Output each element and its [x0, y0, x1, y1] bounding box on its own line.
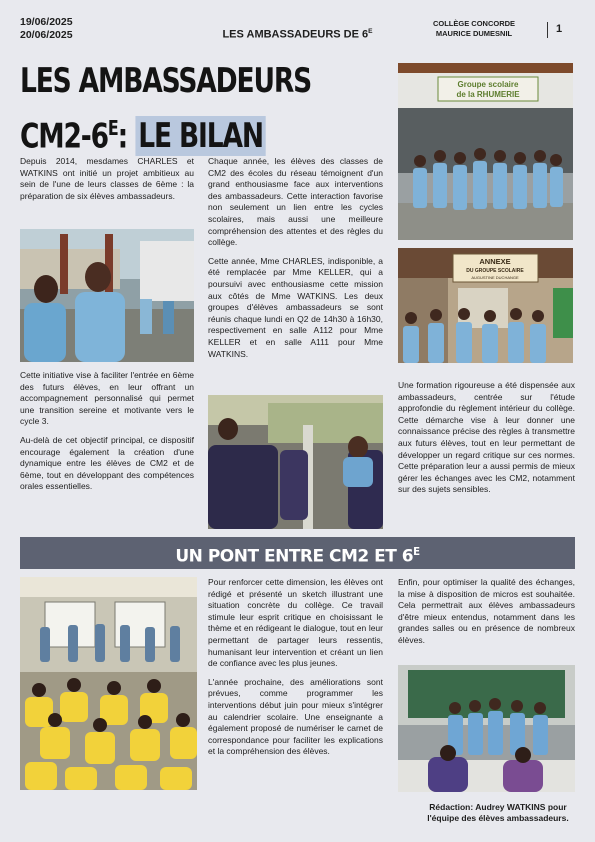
- paragraph-improvements: L'année prochaine, des améliorations sont prévues, comme programmer les interventions début juin pour mieux s'intégrer au calendrier scolaire. Une enseignante a également proposé de numériser le carnet de correspondance pour faciliter les explications et la compréhension des élèves.: [208, 676, 383, 757]
- sign-annexe-line2: DU GROUPE SCOLAIRE: [466, 268, 524, 274]
- section-title: UN PONT ENTRE CM2 ET 6: [175, 546, 414, 567]
- photo-classroom-blackboard: [398, 665, 575, 792]
- page-title-line1: LES AMBASSADEURS: [20, 61, 312, 101]
- photo-bus-interior: [208, 395, 383, 529]
- paragraph-annual: Chaque année, les élèves des classes de CM2 des écoles du réseau témoignent d'un grand enthousiasme face aux interventions des ambassadeurs. Cette interaction favorise non seulement un lien entre les cycles scolaires, mais aussi une meilleure compréhension des attentes et des règles du collège.: [208, 156, 383, 248]
- header-divider: [547, 22, 548, 38]
- photo-group-rhumerie: [398, 63, 573, 240]
- paragraph-microphones: Enfin, pour optimiser la qualité des échanges, la mise à disposition de micros est souhaitée. Cela permettrait aux élèves ambassadeurs d'être mieux entendus, notamment dans les grandes salles ou en présence de nombreux élèves.: [398, 577, 575, 645]
- date-start: 19/06/2025: [20, 16, 73, 28]
- paragraph-replacement: Cette année, Mme CHARLES, indisponible, a été remplacée par Mme KELLER, qui a poursuivi avec enthousiasme cette mission aux côtés de Mme WATKINS. Les deux groupes d'élèves ambassadeurs se sont réunis chaque lundi en Q2 de 14h30 à 16h30, respectivement en salle A112 pour Mme KELLER et en salle A111 pour Mme WATKINS.: [208, 255, 383, 359]
- page-title-sup: E: [107, 116, 118, 140]
- paragraph-initiative: Cette initiative vise à faciliter l'entrée en 6ème des futurs élèves, en leur offrant un accompagnement personnalisé qui permet une transition sereine et motivante vers le cycle 3.: [20, 370, 194, 427]
- photo-students-outdoors: [20, 229, 194, 362]
- sign-rhumerie-line2: de la RHUMERIE: [456, 90, 520, 99]
- column1-intro: [20, 156, 194, 209]
- photo-classroom-sketch: [20, 577, 197, 790]
- author-credit-line2: l'équipe des élèves ambassadeurs.: [427, 813, 569, 823]
- paragraph-intro: Depuis 2014, mesdames CHARLES et WATKINS ont initié un projet ambitieux au sein de l'une de leurs classes de 6ème : la préparation de six élèves ambassadeurs.: [20, 156, 194, 201]
- date-end: 20/06/2025: [20, 29, 73, 41]
- running-title-sup: E: [368, 28, 373, 35]
- paragraph-sketch: Pour renforcer cette dimension, les élèves ont rédigé et présenté un sketch illustrant une situation concrète du collège. Ce travail stimule leur esprit critique en choisissant le thème et en rédigeant le dialogue, tout en leur permettant de partager leurs ressentis, humanisant leur intervention et créant un lien de confiance avec les plus jeunes.: [208, 577, 383, 669]
- column3-body: [398, 380, 575, 503]
- sign-annexe-line3: AUGUSTINE DUCHANGE: [471, 275, 519, 280]
- page-title-highlight: LE BILAN: [135, 116, 266, 156]
- page-number: 1: [556, 23, 563, 35]
- paragraph-training: Une formation rigoureuse a été dispensée aux ambassadeurs, centrée sur l'étude approfondie du règlement intérieur du collège. Cette démarche vise à leur donner une connaissance précise des règles à transmettre aux futurs élèves, tout en leur permettant de développer un regard critique sur ces normes. Cette préparation leur a aussi permis de mieux gérer les échanges avec les CM2, notamment sur des sujets sensibles.: [398, 380, 575, 495]
- school-name: [414, 19, 534, 39]
- sign-annexe-line1: ANNEXE: [479, 257, 511, 266]
- sign-rhumerie-line1: Groupe scolaire: [457, 80, 519, 89]
- column1-body: [20, 370, 194, 500]
- section-title-band: [20, 537, 575, 569]
- section-title-sup: E: [413, 547, 420, 558]
- section2-column2: [208, 577, 383, 765]
- page-title-cm2: CM2-6: [20, 116, 108, 157]
- page-title: [20, 58, 311, 160]
- paragraph-objective: Au-delà de cet objectif principal, ce dispositif encourage également la création d'une dynamique entre les élèves de CM2 et de 6ème, tout en développant des compétences orales essentielles.: [20, 434, 194, 492]
- school-name-line1: COLLÈGE CONCORDE: [432, 19, 516, 28]
- school-name-line2: MAURICE DUMESNIL: [435, 29, 513, 38]
- section2-column3: [398, 577, 575, 654]
- page-title-line2: [20, 105, 311, 160]
- author-credit-line1: Rédaction: Audrey WATKINS pour: [429, 802, 567, 812]
- running-title-text: LES AMBASSADEURS DE 6: [222, 28, 369, 41]
- author-credit: [418, 802, 578, 824]
- photo-group-annexe: [398, 248, 573, 363]
- column2-body: [208, 156, 383, 367]
- page-title-colon: :: [117, 116, 128, 157]
